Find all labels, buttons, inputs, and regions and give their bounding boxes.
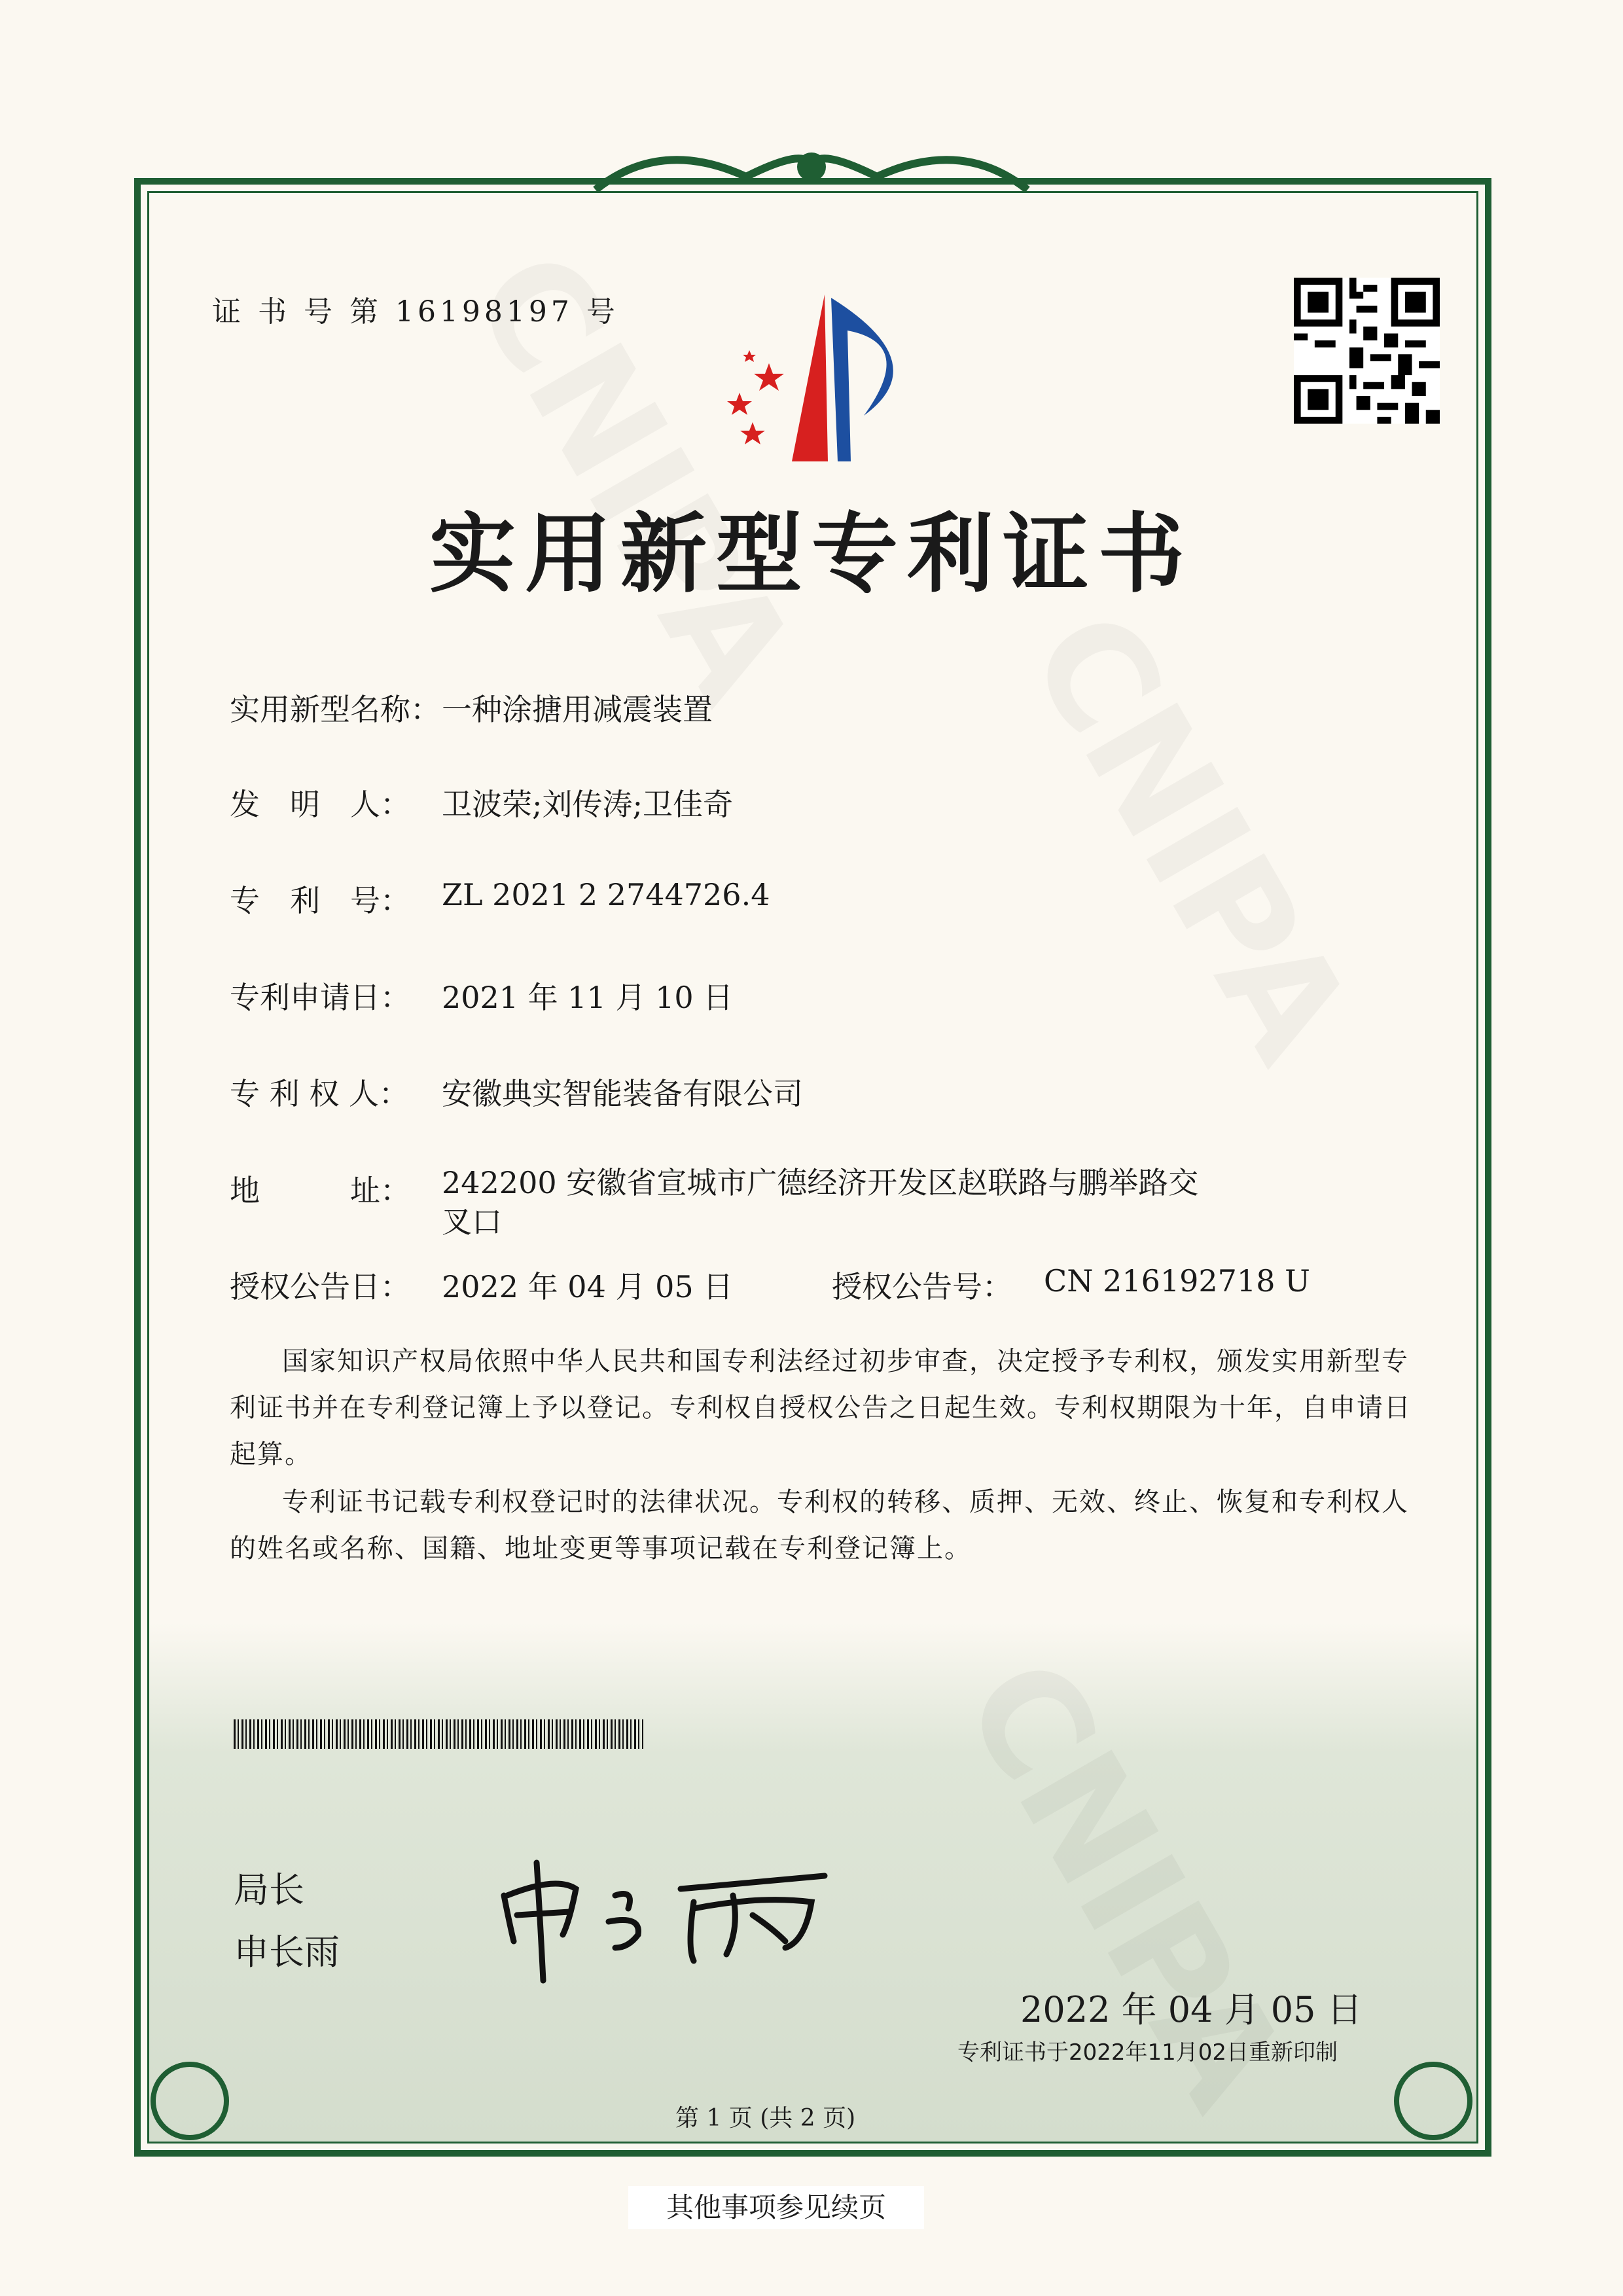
field-value-line2: 叉口 — [442, 1204, 502, 1240]
director-name: 申长雨 — [234, 1931, 340, 1973]
statement-paragraph: 国家知识产权局依照中华人民共和国专利法经过初步审查，决定授予专利权，颁发实用新型专利证书并在专利登记簿上予以登记。专利权自授权公告之日起生效。专利权期限为十年，自申请日起算。 — [230, 1346, 1412, 1469]
field-label: 专利申请日： — [230, 980, 410, 1015]
corner-ornament-icon — [1394, 2062, 1472, 2140]
field-inventors — [230, 781, 733, 824]
issue-date: 2022 年 04 月 05 日 — [1020, 1989, 1363, 2030]
page-indicator: 第 1 页 (共 2 页) — [675, 2105, 856, 2132]
field-value: 2022 年 04 月 05 日 — [442, 1269, 734, 1304]
field-value: 一种涂搪用减震装置 — [442, 692, 713, 727]
field-label: 实用新型名称： — [230, 692, 440, 727]
field-label: 授权公告日： — [230, 1269, 410, 1304]
barcode — [234, 1719, 643, 1749]
field-label: 地 址： — [230, 1173, 410, 1208]
field-value: 安徽典实智能装备有限公司 — [442, 1076, 803, 1111]
field-value: CN 216192718 U — [1044, 1263, 1310, 1299]
director-title: 局长 — [234, 1869, 304, 1910]
field-value: 2021 年 11 月 10 日 — [442, 980, 734, 1015]
statement-paragraph: 专利证书记载专利权登记时的法律状况。专利权的转移、质押、无效、终止、恢复和专利权人的姓名或名称、国籍、地址变更等事项记载在专利登记簿上。 — [230, 1487, 1409, 1564]
corner-ornament-icon — [151, 2062, 229, 2140]
top-ornament-icon — [582, 131, 1041, 216]
field-label: 专 利 号： — [230, 883, 410, 918]
continued-note: 其他事项参见续页 — [628, 2186, 924, 2229]
field-value: 242200 安徽省宣城市广德经济开发区赵联路与鹏举路交 — [442, 1165, 1199, 1200]
field-application-date — [230, 974, 733, 1017]
signature-icon — [497, 1850, 838, 1987]
field-label: 授权公告号： — [832, 1269, 1012, 1304]
qr-code-icon — [1294, 278, 1440, 424]
cnipa-logo-icon — [700, 285, 936, 475]
reprint-note: 专利证书于2022年11月02日重新印制 — [957, 2039, 1338, 2066]
field-announcement-number — [832, 1263, 1310, 1306]
field-address — [230, 1167, 1198, 1242]
field-label: 发 明 人： — [230, 787, 410, 822]
field-utility-model-name — [230, 686, 713, 729]
field-patent-number — [230, 877, 770, 920]
field-value: ZL 2021 2 2744726.4 — [442, 877, 770, 912]
field-grant-date — [230, 1263, 733, 1306]
field-patentee — [230, 1070, 803, 1113]
certificate-title: 实用新型专利证书 — [429, 503, 1194, 605]
field-value: 卫波荣;刘传涛;卫佳奇 — [442, 787, 733, 822]
certificate-number: 证 书 号 第 16198197 号 — [212, 295, 619, 329]
field-label: 专 利 权 人： — [230, 1076, 409, 1111]
